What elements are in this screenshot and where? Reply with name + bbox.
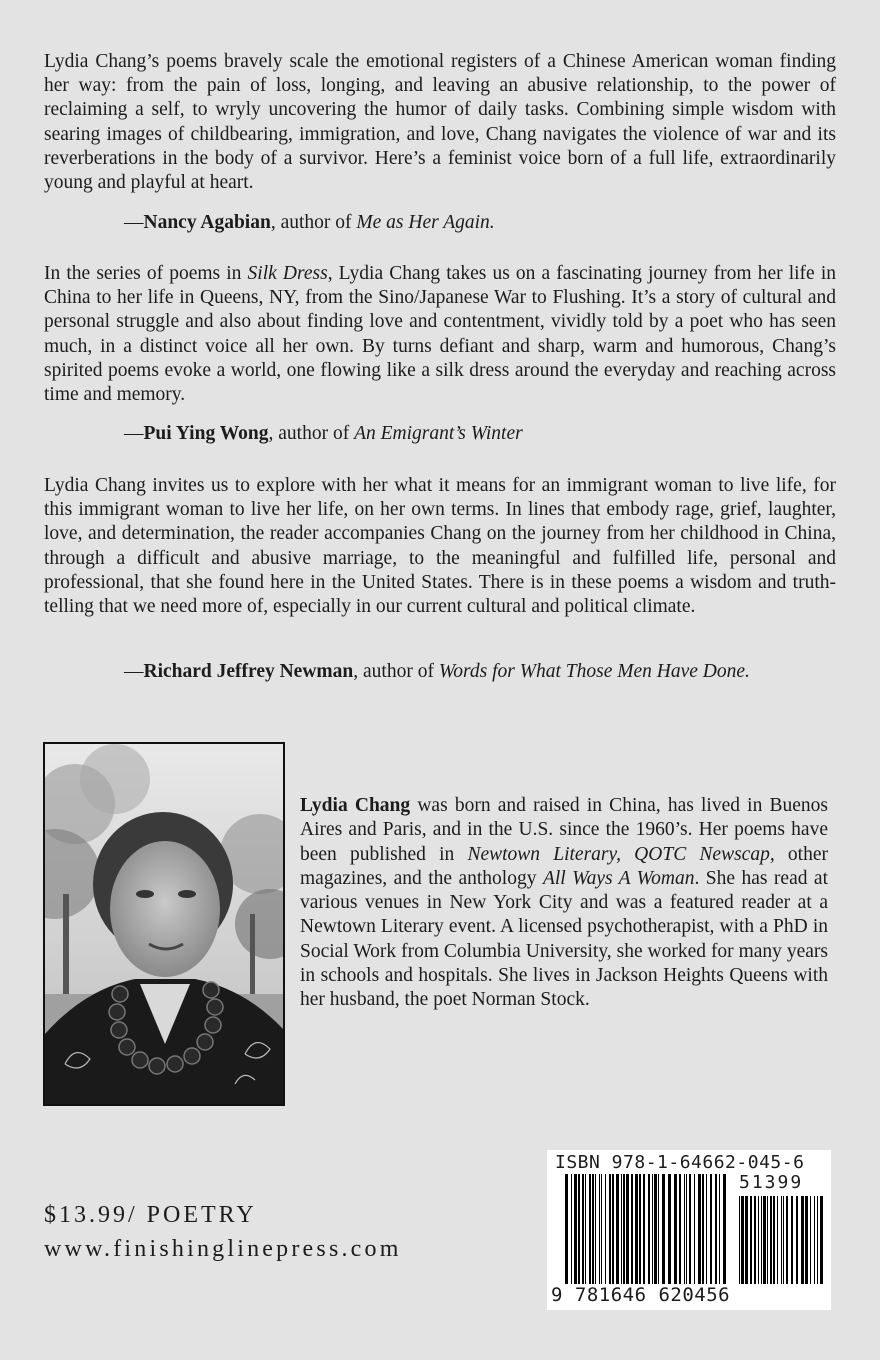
author-name: Lydia Chang [300, 795, 411, 816]
review-2-attribution: —Pui Ying Wong, author of An Emigrant’s Winter [124, 423, 523, 444]
barcode-bar [599, 1174, 600, 1284]
barcode-bar [674, 1174, 677, 1284]
reviewer-name: Richard Jeffrey Newman [143, 661, 354, 682]
barcode-bar [565, 1174, 568, 1284]
reviewer-name: Pui Ying Wong [143, 423, 269, 444]
barcode-bar [767, 1196, 768, 1284]
barcode-bar [777, 1196, 778, 1284]
book-title: Silk Dress [247, 263, 328, 284]
barcode-bar [781, 1196, 782, 1284]
author-bio: Lydia Chang was born and raised in China, has lived in Buenos Aires and Paris, and in the U.S. since the 1960’s. Her poems have been published in Newtown Literary, QOTC Newscap, other magazines, and the anthology All Ways A Woman. She has read at various venues in New York City and was a featured reader at a Newtown Literary event. A licensed psychotherapist, with a PhD in Social Work from Columbia University, she worked for many years in schools and hospitals. She lives in Jackson Heights Queens with her husband, the poet Norman Stock. [300, 795, 829, 1011]
barcode-bar [601, 1174, 602, 1284]
barcode-bar [623, 1174, 625, 1284]
author-portrait-image [45, 744, 283, 1104]
barcode-bar [574, 1174, 577, 1284]
barcode-bar [715, 1174, 717, 1284]
barcode-bar [621, 1174, 622, 1284]
publisher-url[interactable]: www.finishinglinepress.com [44, 1236, 402, 1262]
barcode-bar [612, 1174, 614, 1284]
barcode-bar [631, 1174, 633, 1284]
barcode-bar [654, 1174, 657, 1284]
author-photo [43, 742, 285, 1106]
barcode-bar [605, 1174, 606, 1284]
review-3-attribution: —Richard Jeffrey Newman, author of Words for What Those Men Have Done. [124, 661, 750, 682]
barcode-bar [648, 1174, 650, 1284]
barcode-bar [643, 1174, 645, 1284]
barcode-bar [810, 1196, 811, 1284]
reviewer-name: Nancy Agabian [143, 212, 271, 233]
review-2-text: In the series of poems in Silk Dress, Lydia Chang takes us on a fascinating journey from her life in China to her life in Queens, NY, from the Sino/Japanese War to Flushing. It’s a story of cultural and personal struggle and also about finding love and contentment, vividly told by a poet who has seen much, in a distinct voice all her own. By turns defiant and sharp, warm and humorous, Chang’s spirited poems evoke a world, one flowing like a silk dress around the everyday and reaching across time and memory. [44, 263, 836, 406]
barcode-bar [805, 1196, 808, 1284]
barcode-bar [773, 1196, 775, 1284]
barcode-bar [710, 1174, 712, 1284]
barcode-bar [754, 1196, 756, 1284]
barcode-bar [814, 1196, 815, 1284]
barcode-bar [609, 1174, 611, 1284]
reviewer-book: Words for What Those Men Have Done. [438, 661, 750, 682]
barcode-bar [750, 1196, 752, 1284]
barcode-bar [595, 1174, 596, 1284]
barcode-bar [706, 1174, 707, 1284]
review-1-text: Lydia Chang’s poems bravely scale the emotional registers of a Chinese American woman finding her way: from the pain of loss, longing, and leaving an abusive relationship, to the power of reclaiming a self, to wryly uncovering the humor of daily tasks. Combining simple wisdom with searing images of childbearing, immigration, and love, Chang navigates the violence of war and its reverberations in the body of a survivor. Here’s a feminist voice born of a full life, extraordinarily young and playful at heart. [44, 51, 836, 194]
barcode-bar [786, 1196, 788, 1284]
isbn-barcode [547, 1150, 831, 1310]
barcode-bar [592, 1174, 594, 1284]
barcode-bar [763, 1196, 766, 1284]
barcode-bar [578, 1174, 580, 1284]
barcode-bar [796, 1196, 798, 1284]
barcode-bar [658, 1174, 659, 1284]
review-3-text: Lydia Chang invites us to explore with her what it means for an immigrant woman to live life, for this immigrant woman to live her life, on her own terms. In lines that embody rage, grief, laughter, love, and determination, the reader accompanies Chang on the journey from her childhood in China, through a difficult and abusive marriage, to the meaningful and fulfilled life, personal and professional, that she found here in the United States. There is in these poems a wisdom and truth-telling that we need more of, especially in our current cultural and political climate. [44, 475, 836, 618]
reviewer-book: An Emigrant’s Winter [354, 423, 523, 444]
barcode-bar [791, 1196, 793, 1284]
review-1-attribution: —Nancy Agabian, author of Me as Her Again. [124, 212, 495, 233]
barcode-bar [745, 1196, 748, 1284]
barcode-bar [702, 1174, 704, 1284]
barcode-bar [694, 1174, 695, 1284]
barcode-bar [689, 1174, 691, 1284]
barcode-bar [770, 1196, 772, 1284]
barcode-bar [585, 1174, 586, 1284]
barcode-bar [723, 1174, 726, 1284]
isbn-number: ISBN 978-1-64662-045-6 [555, 1152, 805, 1173]
barcode-bar [719, 1174, 720, 1284]
reviewer-book: Me as Her Again. [356, 212, 495, 233]
barcode-bar [686, 1174, 687, 1284]
barcode-bar [739, 1196, 740, 1284]
barcode-digits: 9 781646 620456 [551, 1284, 731, 1306]
barcode-bar [684, 1174, 685, 1284]
barcode-bar [817, 1196, 818, 1284]
price-code: 51399 [739, 1172, 804, 1193]
barcode-bar [820, 1196, 823, 1284]
barcode-bar [668, 1174, 671, 1284]
barcode-bar [679, 1174, 681, 1284]
barcode-bar [635, 1174, 638, 1284]
barcode-bar [698, 1174, 701, 1284]
barcode-bar [639, 1174, 641, 1284]
barcode-bar [571, 1174, 572, 1284]
barcode-bar [741, 1196, 744, 1284]
barcode-bar [616, 1174, 619, 1284]
barcode-bar [761, 1196, 762, 1284]
barcode-bar [589, 1174, 591, 1284]
barcode-bar [652, 1174, 653, 1284]
barcode-bar [662, 1174, 665, 1284]
barcode-bar [801, 1196, 804, 1284]
barcode-bar [783, 1196, 784, 1284]
barcode-bar [582, 1174, 584, 1284]
barcode-bar [758, 1196, 759, 1284]
price-genre: $13.99/ POETRY [44, 1202, 257, 1228]
barcode-bar [626, 1174, 629, 1284]
